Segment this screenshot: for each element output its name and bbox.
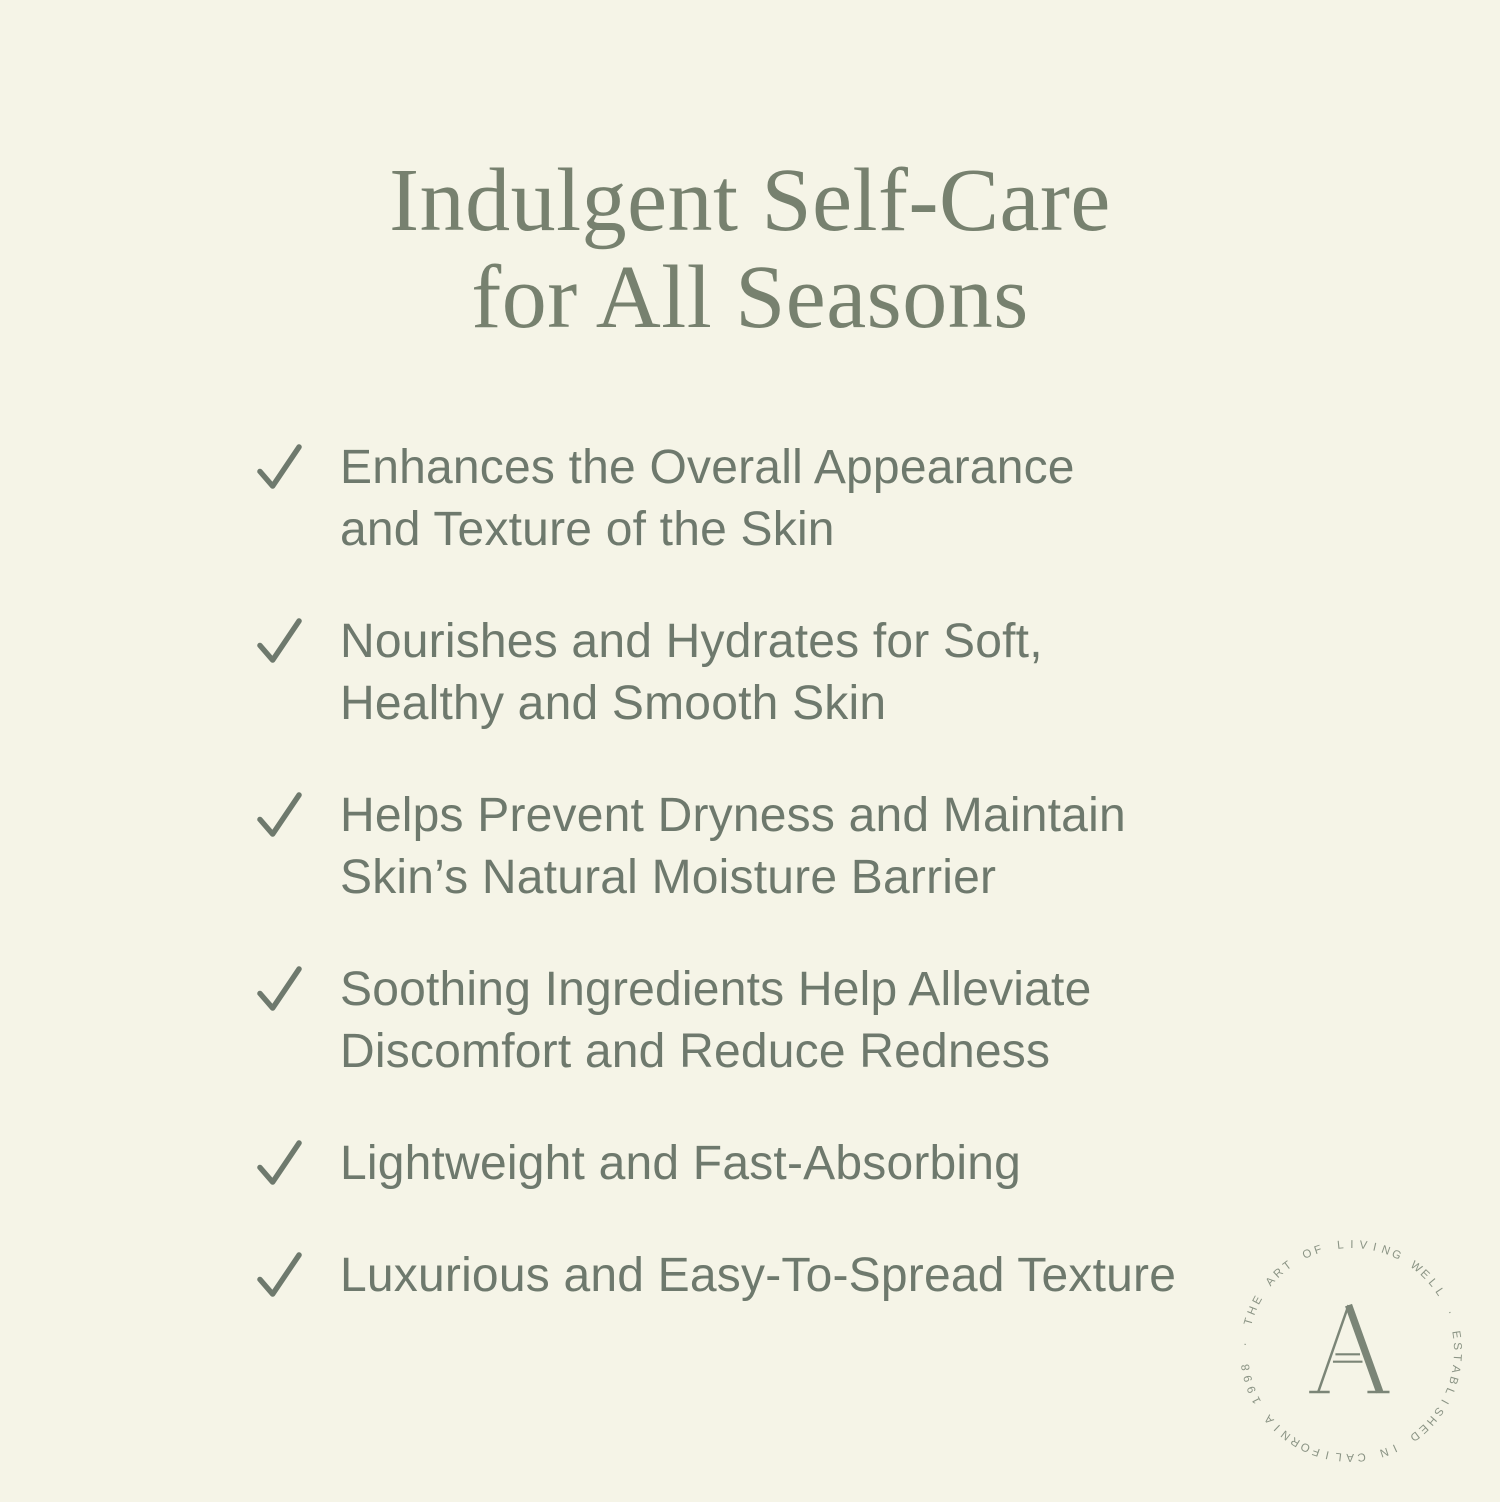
seal-ring-char: O: [1300, 1247, 1314, 1262]
checkmark-icon: [256, 964, 303, 1015]
benefit-item: [256, 785, 1356, 909]
seal-ring-char: A: [1448, 1364, 1463, 1374]
benefit-item: [256, 1245, 1356, 1307]
seal-ring-char: W: [1407, 1259, 1424, 1276]
seal-ring-char: T: [1242, 1316, 1256, 1327]
seal-ring-char: I: [1350, 1238, 1354, 1252]
checkmark-icon: [256, 616, 303, 667]
seal-ring-char: F: [1312, 1243, 1324, 1258]
seal-ring-char: H: [1423, 1413, 1439, 1428]
benefit-text: Nourishes and Hydrates for Soft, Healthy and Smooth Skin: [340, 615, 1043, 730]
seal-ring-char: E: [1416, 1421, 1431, 1436]
seal-ring-char: B: [1446, 1374, 1460, 1386]
checkmark-icon: [256, 442, 303, 493]
seal-ring-char: S: [1431, 1404, 1446, 1418]
seal-ring-char: N: [1379, 1243, 1392, 1258]
seal-ring-char: C: [1356, 1450, 1367, 1463]
seal-ring-char: I: [1390, 1441, 1399, 1454]
seal-ring-char: I: [1371, 1241, 1378, 1254]
seal-ring-char: I: [1438, 1397, 1451, 1406]
seal-ring-char: T: [1281, 1259, 1294, 1273]
seal-ring-char: R: [1288, 1434, 1303, 1449]
seal-ring-char: L: [1334, 1449, 1343, 1463]
benefit-text: Lightweight and Fast-Absorbing: [340, 1137, 1022, 1190]
seal-ring-char: T: [1450, 1353, 1464, 1362]
seal-ring-char: N: [1378, 1444, 1390, 1459]
checkmark-icon: [256, 1250, 303, 1301]
headline-line-2: for All Seasons: [471, 248, 1029, 347]
seal-ring-char: A: [1262, 1412, 1277, 1426]
benefit-text: Enhances the Overall Appearance and Texture of the Skin: [340, 441, 1075, 556]
seal-ring-char: L: [1425, 1276, 1440, 1290]
seal-ring-char: N: [1279, 1427, 1294, 1443]
seal-ring-char: [1239, 1325, 1255, 1341]
checkmark-icon: [256, 790, 303, 841]
seal-ring-char: V: [1358, 1239, 1368, 1253]
seal-ring-char: 9: [1245, 1384, 1259, 1395]
seal-ring-char: 8: [1239, 1363, 1253, 1372]
seal-ring-char: L: [1442, 1385, 1456, 1397]
seal-ring-char: H: [1245, 1304, 1260, 1318]
seal-ring-char: G: [1389, 1247, 1403, 1263]
seal-ring-char: 9: [1242, 1373, 1256, 1384]
benefits-list: [256, 437, 1356, 1307]
benefit-item: [256, 959, 1356, 1083]
brand-seal: [1200, 1200, 1500, 1502]
seal-ring-char: E: [1417, 1267, 1432, 1282]
seal-ring-char: R: [1271, 1266, 1286, 1281]
benefit-text: Luxurious and Easy-To-Spread Texture: [340, 1249, 1177, 1302]
seal-ring-char: L: [1432, 1286, 1447, 1299]
seal-ring-char: I: [1324, 1448, 1331, 1461]
benefit-item: [256, 1133, 1356, 1195]
headline-line-1: Indulgent Self-Care: [389, 151, 1111, 250]
seal-ring-char: L: [1336, 1239, 1345, 1252]
seal-ring-char: A: [1263, 1274, 1278, 1289]
monogram-a-icon: [1308, 1294, 1390, 1402]
seal-ring-char: O: [1299, 1439, 1313, 1455]
seal-ring-char: F: [1311, 1444, 1322, 1458]
headline: [0, 152, 1500, 346]
checkmark-icon: [256, 1138, 303, 1189]
benefit-text: Helps Prevent Dryness and Maintain Skin’s Natural Moisture Barrier: [340, 789, 1126, 904]
seal-ring-char: I: [1272, 1421, 1283, 1433]
seal-ring-char: D: [1407, 1428, 1422, 1444]
benefit-text: Soothing Ingredients Help Alleviate Discomfort and Reduce Redness: [340, 963, 1092, 1078]
seal-ring-char: A: [1346, 1450, 1355, 1464]
seal-ring-char: ·: [1443, 1308, 1457, 1317]
seal-ring-char: 1: [1250, 1394, 1264, 1406]
seal-ring-char: S: [1450, 1342, 1464, 1351]
benefit-item: [256, 611, 1356, 735]
seal-ring-char: ·: [1239, 1342, 1252, 1347]
seal-ring-char: E: [1449, 1330, 1463, 1340]
seal-ring-char: E: [1250, 1294, 1265, 1307]
benefit-item: [256, 437, 1356, 561]
